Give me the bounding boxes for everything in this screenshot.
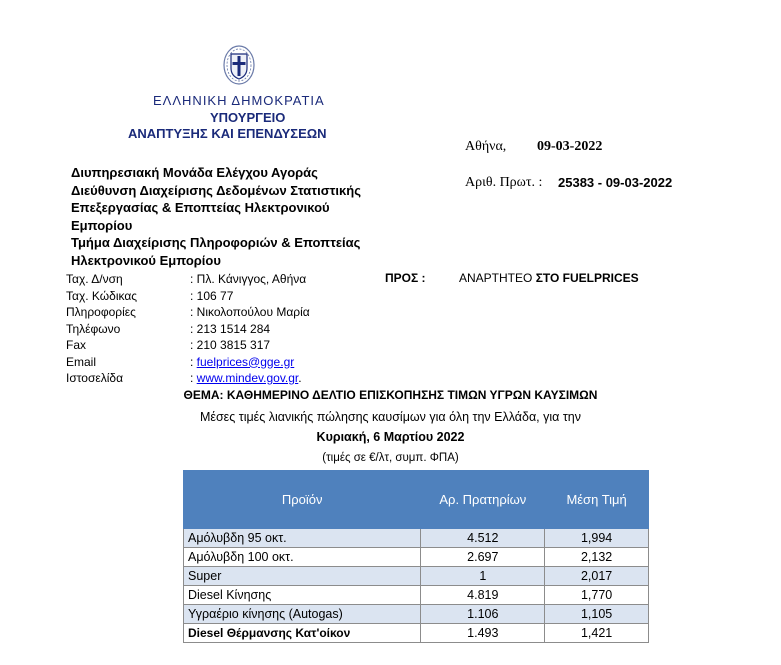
- department-block: [71, 164, 441, 269]
- greek-coat-of-arms-icon: [222, 44, 256, 86]
- table-header-row: [184, 471, 649, 529]
- product-name: Αμόλυβδη 100 οκτ.: [184, 548, 421, 567]
- header-stations: Αρ. Πρατηρίων: [421, 471, 545, 529]
- subject-line: ΘΕΜΑ: ΚΑΘΗΜΕΡΙΝΟ ΔΕΛΤΙΟ ΕΠΙΣΚΟΠΗΣΗΣ ΤΙΜΩΝ ΥΓΡΩΝ ΚΑΥΣΙΜΩΝ: [183, 388, 598, 402]
- protocol-label: Αριθ. Πρωτ. :: [465, 175, 543, 190]
- document-date: 09-03-2022: [537, 139, 603, 154]
- subtitle-description: Μέσες τιμές λιανικής πώλησης καυσίμων για όλη την Ελλάδα, για την: [199, 410, 581, 424]
- product-name: Diesel Θέρμανσης Κατ'οίκον: [184, 624, 421, 643]
- station-count: 1.493: [421, 624, 545, 643]
- product-name: Αμόλυβδη 95 οκτ.: [184, 529, 421, 548]
- average-price: 1,770: [545, 586, 649, 605]
- subtitle-units: (τιμές σε €/λτ, συμπ. ΦΠΑ): [322, 452, 459, 464]
- average-price: 2,132: [545, 548, 649, 567]
- station-count: 1: [421, 567, 545, 586]
- average-price: 2,017: [545, 567, 649, 586]
- product-name: Υγραέριο κίνησης (Autogas): [184, 605, 421, 624]
- product-name: Super: [184, 567, 421, 586]
- ministry-label: ΥΠΟΥΡΓΕΙΟ: [210, 110, 286, 125]
- table-row: [184, 548, 649, 567]
- department-line: Τμήμα Διαχείρισης Πληροφοριών & Εποπτείας: [71, 235, 361, 250]
- average-price: 1,994: [545, 529, 649, 548]
- station-count: 2.697: [421, 548, 545, 567]
- station-count: 1.106: [421, 605, 545, 624]
- recipient-label: ΠΡΟΣ :: [385, 271, 426, 285]
- average-price: 1,105: [545, 605, 649, 624]
- header-product: Προϊόν: [184, 471, 421, 529]
- average-price: 1,421: [545, 624, 649, 643]
- header-avg-price: Μέση Τιμή: [545, 471, 649, 529]
- table-row: [184, 529, 649, 548]
- subtitle-date: Κυριακή, 6 Μαρτίου 2022: [316, 430, 465, 444]
- department-line: Διεύθυνση Διαχείρισης Δεδομένων Στατιστικής: [71, 182, 361, 198]
- recipient-value: ΑΝΑΡΤΗΤΕΟ ΣΤΟ FUELPRICES: [459, 271, 639, 285]
- station-count: 4.512: [421, 529, 545, 548]
- country-name: ΕΛΛΗΝΙΚΗ ΔΗΜΟΚΡΑΤΙΑ: [153, 93, 325, 108]
- fuel-prices-table: [183, 470, 649, 643]
- city: Αθήνα,: [465, 139, 507, 154]
- ministry-name: ΑΝΑΠΤΥΞΗΣ ΚΑΙ ΕΠΕΝΔΥΣΕΩΝ: [128, 126, 327, 141]
- website-link[interactable]: www.mindev.gov.gr: [196, 371, 299, 385]
- product-name: Diesel Κίνησης: [184, 586, 421, 605]
- department-line: Επεξεργασίας & Εποπτείας Ηλεκτρονικού: [71, 200, 330, 215]
- protocol-number: 25383 - 09-03-2022: [558, 175, 673, 190]
- email-link[interactable]: fuelprices@gge.gr: [196, 354, 295, 369]
- table-row: [184, 586, 649, 605]
- department-line: Εμπορίου: [71, 217, 133, 233]
- department-line: Ηλεκτρονικού Εμπορίου: [71, 252, 221, 268]
- department-line: Διυπηρεσιακή Μονάδα Ελέγχου Αγοράς: [71, 165, 318, 180]
- table-row: [184, 624, 649, 643]
- table-row: [184, 605, 649, 624]
- station-count: 4.819: [421, 586, 545, 605]
- table-row: [184, 567, 649, 586]
